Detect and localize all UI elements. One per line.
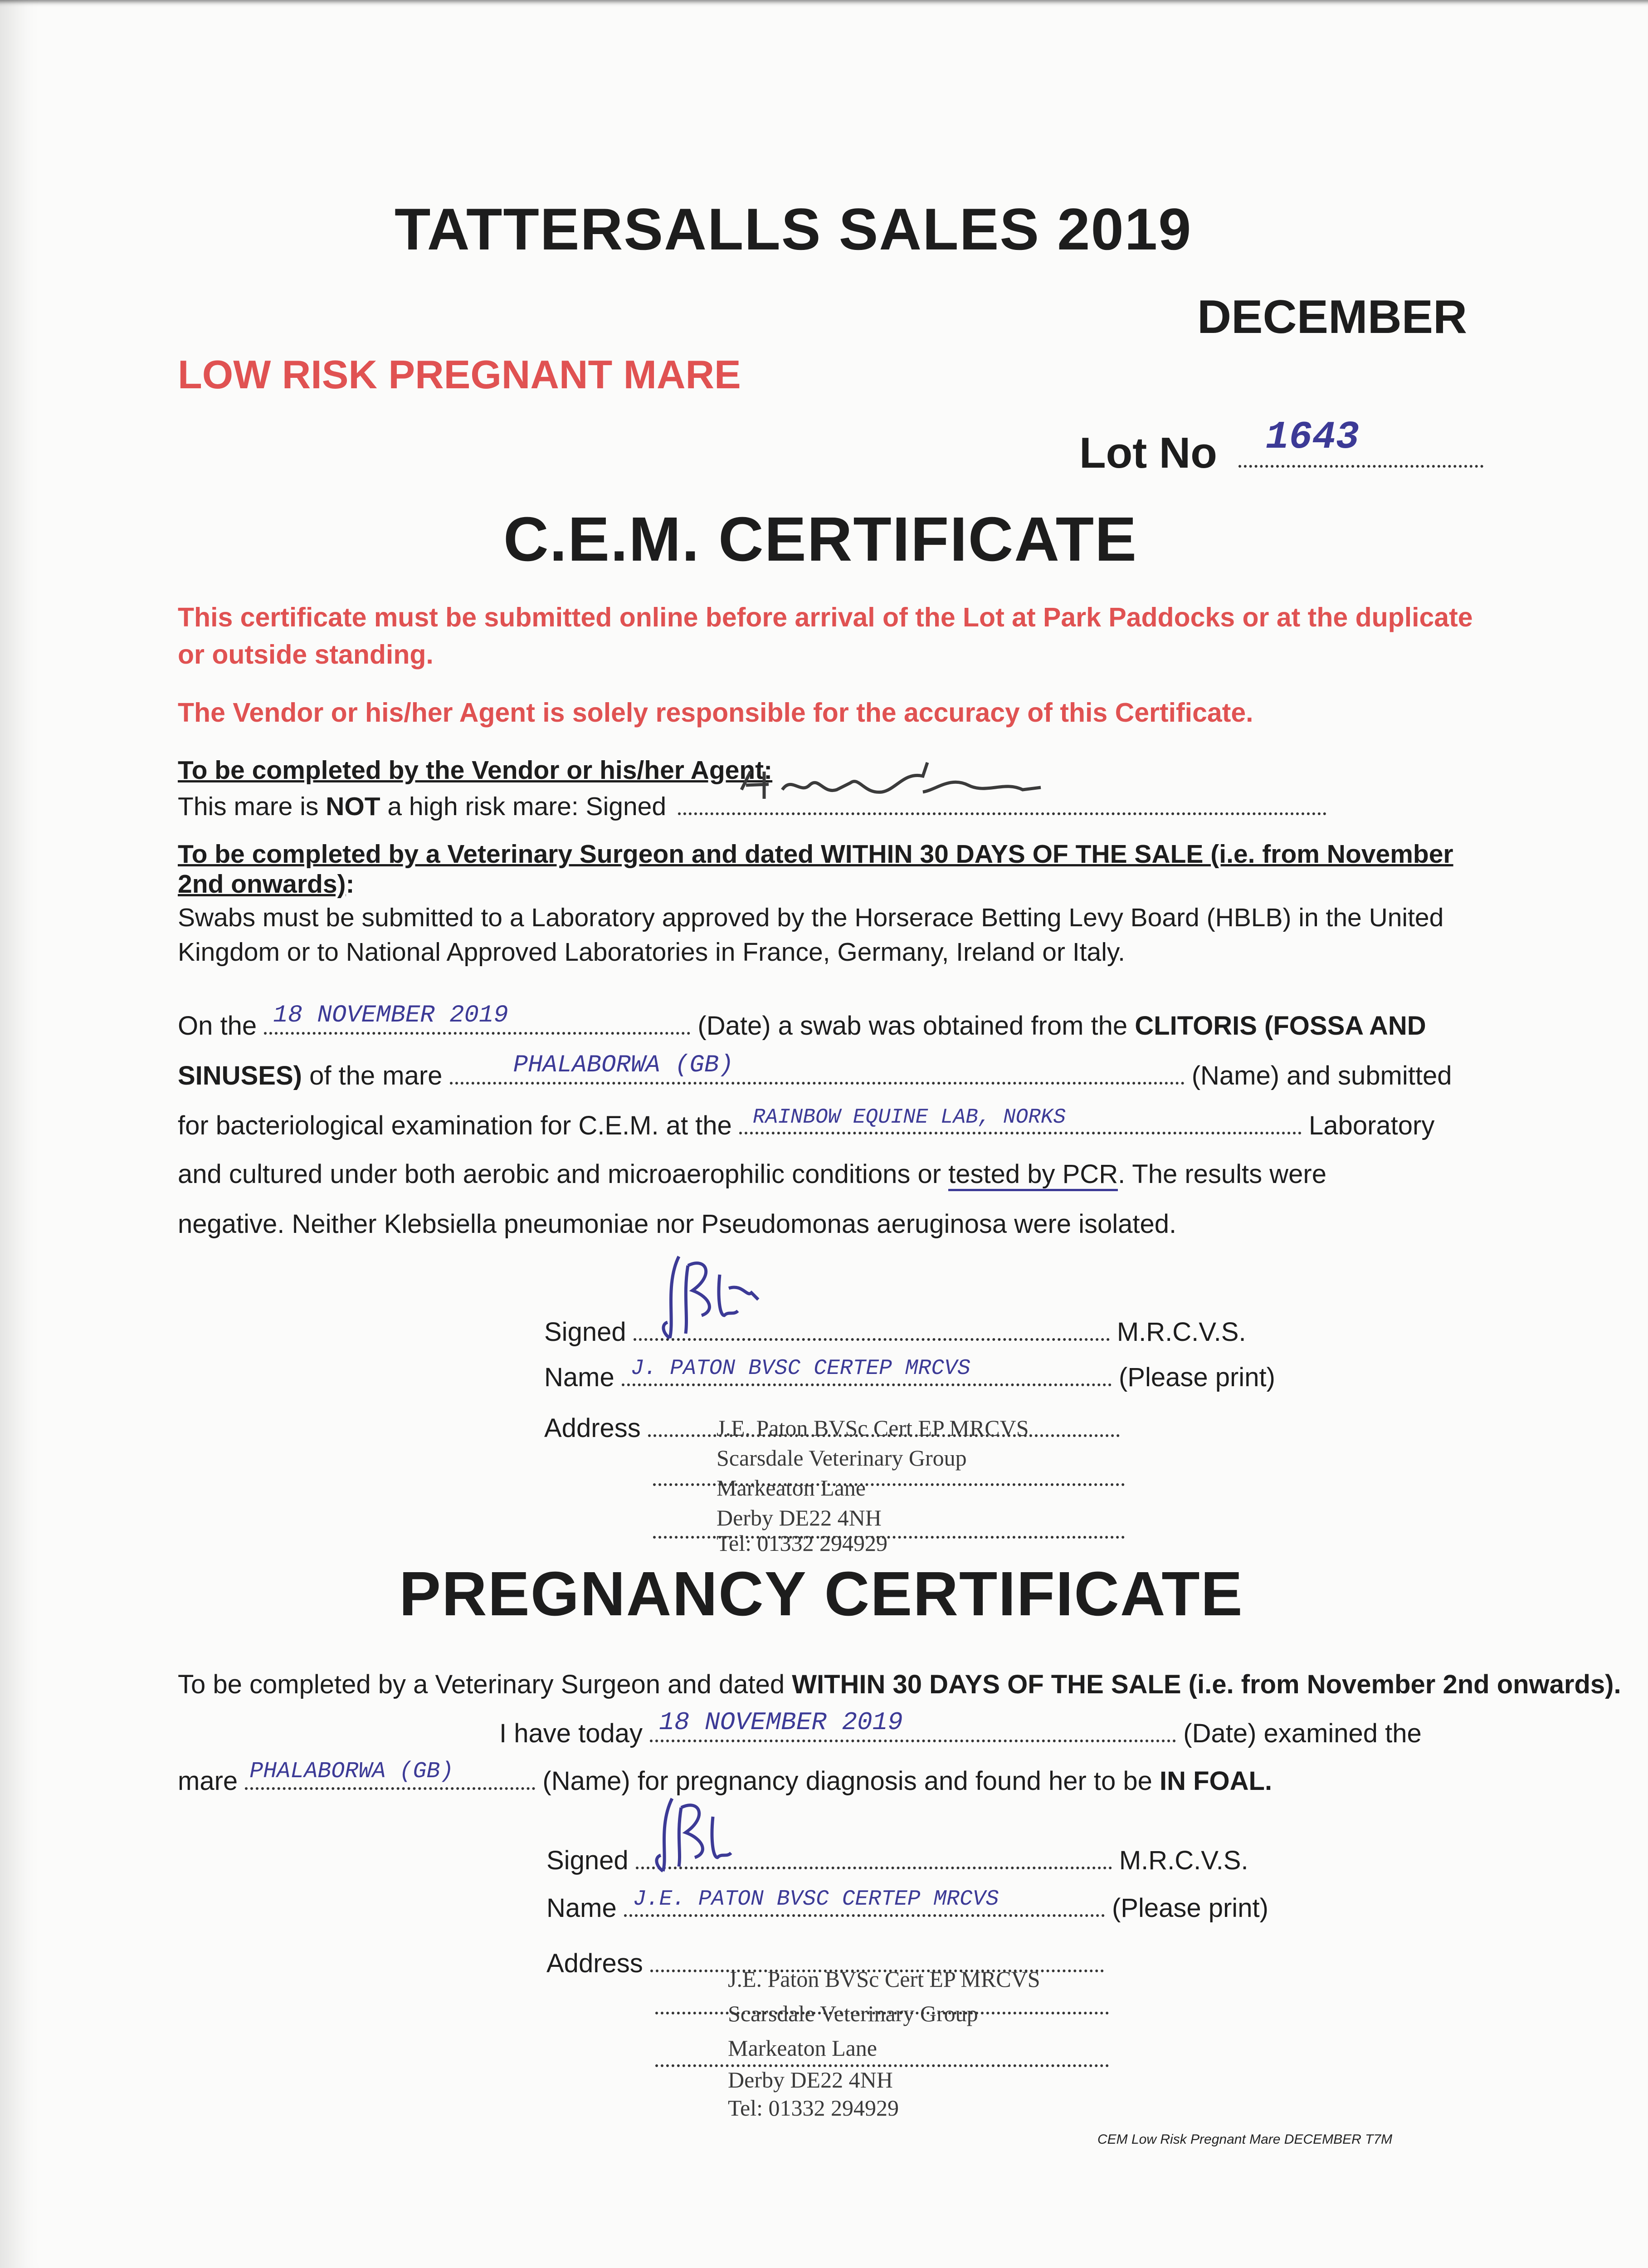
page-title: TATTERSALLS SALES 2019 — [395, 196, 1192, 262]
lot-number-handwritten: 1643 — [1265, 415, 1359, 459]
pregnancy-vet-name-handwritten: J.E. PATON BVSC CERTEP MRCVS — [633, 1887, 999, 1911]
pregnancy-address-row: Address — [546, 1948, 1104, 1979]
pregnancy-signed-row: Signed M.R.C.V.S. — [546, 1844, 1248, 1876]
pregnancy-line-3: mare PHALABORWA (GB) (Name) for pregnancy diagnosis and found her to be IN FOAL. — [178, 1759, 1273, 1796]
cem-signature-field — [634, 1315, 1110, 1341]
cem-name-row: Name J. PATON BVSC CERTEP MRCVS (Please print) — [544, 1356, 1275, 1392]
pregnancy-signature-field — [636, 1844, 1112, 1869]
lot-label: Lot No — [1079, 429, 1217, 477]
cem-vet-signature — [661, 1247, 842, 1347]
pregnancy-mare-name-handwritten: PHALABORWA (GB) — [249, 1759, 454, 1784]
cem-certificate-title: C.E.M. CERTIFICATE — [503, 504, 1138, 574]
vet-section-heading: To be completed by a Veterinary Surgeon and dated WITHIN 30 DAYS OF THE SALE (i.e. from November 2nd onwards): — [178, 840, 1453, 899]
pregnancy-signature-block — [546, 1808, 1363, 2125]
vendor-heading: To be completed by the Vendor or his/her Agent: — [178, 756, 773, 785]
sale-month: DECEMBER — [1197, 291, 1468, 343]
exam-date-handwritten: 18 NOVEMBER 2019 — [659, 1708, 903, 1737]
vendor-signature-field — [678, 785, 1326, 815]
lab-name-handwritten: RAINBOW EQUINE LAB, NORKS — [752, 1105, 1066, 1129]
vendor-signature — [732, 758, 1141, 812]
vendor-section — [178, 755, 1493, 821]
swab-line-1: On the 18 NOVEMBER 2019 (Date) a swab was obtained from the CLITORIS (FOSSA AND — [178, 1002, 1426, 1041]
swab-line-5: negative. Neither Klebsiella pneumoniae nor Pseudomonas aeruginosa were isolated. — [178, 1209, 1177, 1239]
swab-date-field — [264, 1002, 690, 1035]
cem-mare-name-handwritten: PHALABORWA (GB) — [513, 1051, 734, 1079]
responsibility-notice: The Vendor or his/her Agent is solely responsible for the accuracy of this Certificate. — [178, 698, 1253, 728]
vendor-declaration: This mare is NOT a high risk mare: Signed — [178, 785, 1493, 821]
form-reference: CEM Low Risk Pregnant Mare DECEMBER T7M — [1097, 2132, 1393, 2147]
pregnancy-name-row: Name J.E. PATON BVSC CERTEP MRCVS (Please print) — [546, 1887, 1268, 1923]
cem-vet-stamp: J.E. Paton BVSc Cert EP MRCVS Scarsdale Veterinary Group Markeaton Lane Derby DE22 4NH Tel: 01332 294929 — [717, 1415, 1029, 1556]
cem-signed-row: Signed M.R.C.V.S. — [544, 1315, 1246, 1347]
lot-number-field — [1238, 415, 1483, 468]
lab-name-field — [739, 1105, 1302, 1134]
pregnancy-vet-stamp: J.E. Paton BVSc Cert EP MRCVS Scarsdale Veterinary Group Markeaton Lane Derby DE22 4NH Tel: 01332 294929 — [728, 1966, 1040, 2121]
cem-address-row: Address — [544, 1413, 1120, 1443]
pregnancy-line-1: To be completed by a Veterinary Surgeon and dated WITHIN 30 DAYS OF THE SALE (i.e. from November 2nd onwards). — [178, 1670, 1621, 1699]
swabs-instruction: Swabs must be submitted to a Laboratory approved by the Horserace Betting Levy Board (HBLB) in the United Kingdom or to National Approved Laboratories in France, Germany, Ireland or Italy. — [178, 903, 1444, 967]
swab-line-4: and cultured under both aerobic and microaerophilic conditions or tested by PCR. The results were — [178, 1159, 1326, 1189]
swab-date-handwritten: 18 NOVEMBER 2019 — [273, 1002, 508, 1029]
pregnancy-mare-name-field — [245, 1759, 535, 1790]
tested-by-pcr: tested by PCR — [948, 1159, 1118, 1191]
risk-category: LOW RISK PREGNANT MARE — [178, 352, 741, 397]
submission-notice: This certificate must be submitted online before arrival of the Lot at Park Paddocks or at the duplicate or outside standing. — [178, 602, 1473, 670]
cem-signature-block — [544, 1266, 1360, 1560]
swab-line-3: for bacteriological examination for C.E.M. at the RAINBOW EQUINE LAB, NORKS Laboratory — [178, 1105, 1435, 1140]
cem-vet-name-handwritten: J. PATON BVSC CERTEP MRCVS — [630, 1356, 970, 1381]
swab-line-2: SINUSES) of the mare PHALABORWA (GB) (Name) and submitted — [178, 1051, 1452, 1090]
exam-date-field — [650, 1708, 1176, 1742]
pregnancy-vet-signature — [654, 1789, 835, 1880]
lot-number-row — [1079, 415, 1483, 478]
pregnancy-certificate-title: PREGNANCY CERTIFICATE — [399, 1559, 1243, 1629]
pregnancy-line-2: I have today 18 NOVEMBER 2019 (Date) examined the — [492, 1708, 1422, 1748]
